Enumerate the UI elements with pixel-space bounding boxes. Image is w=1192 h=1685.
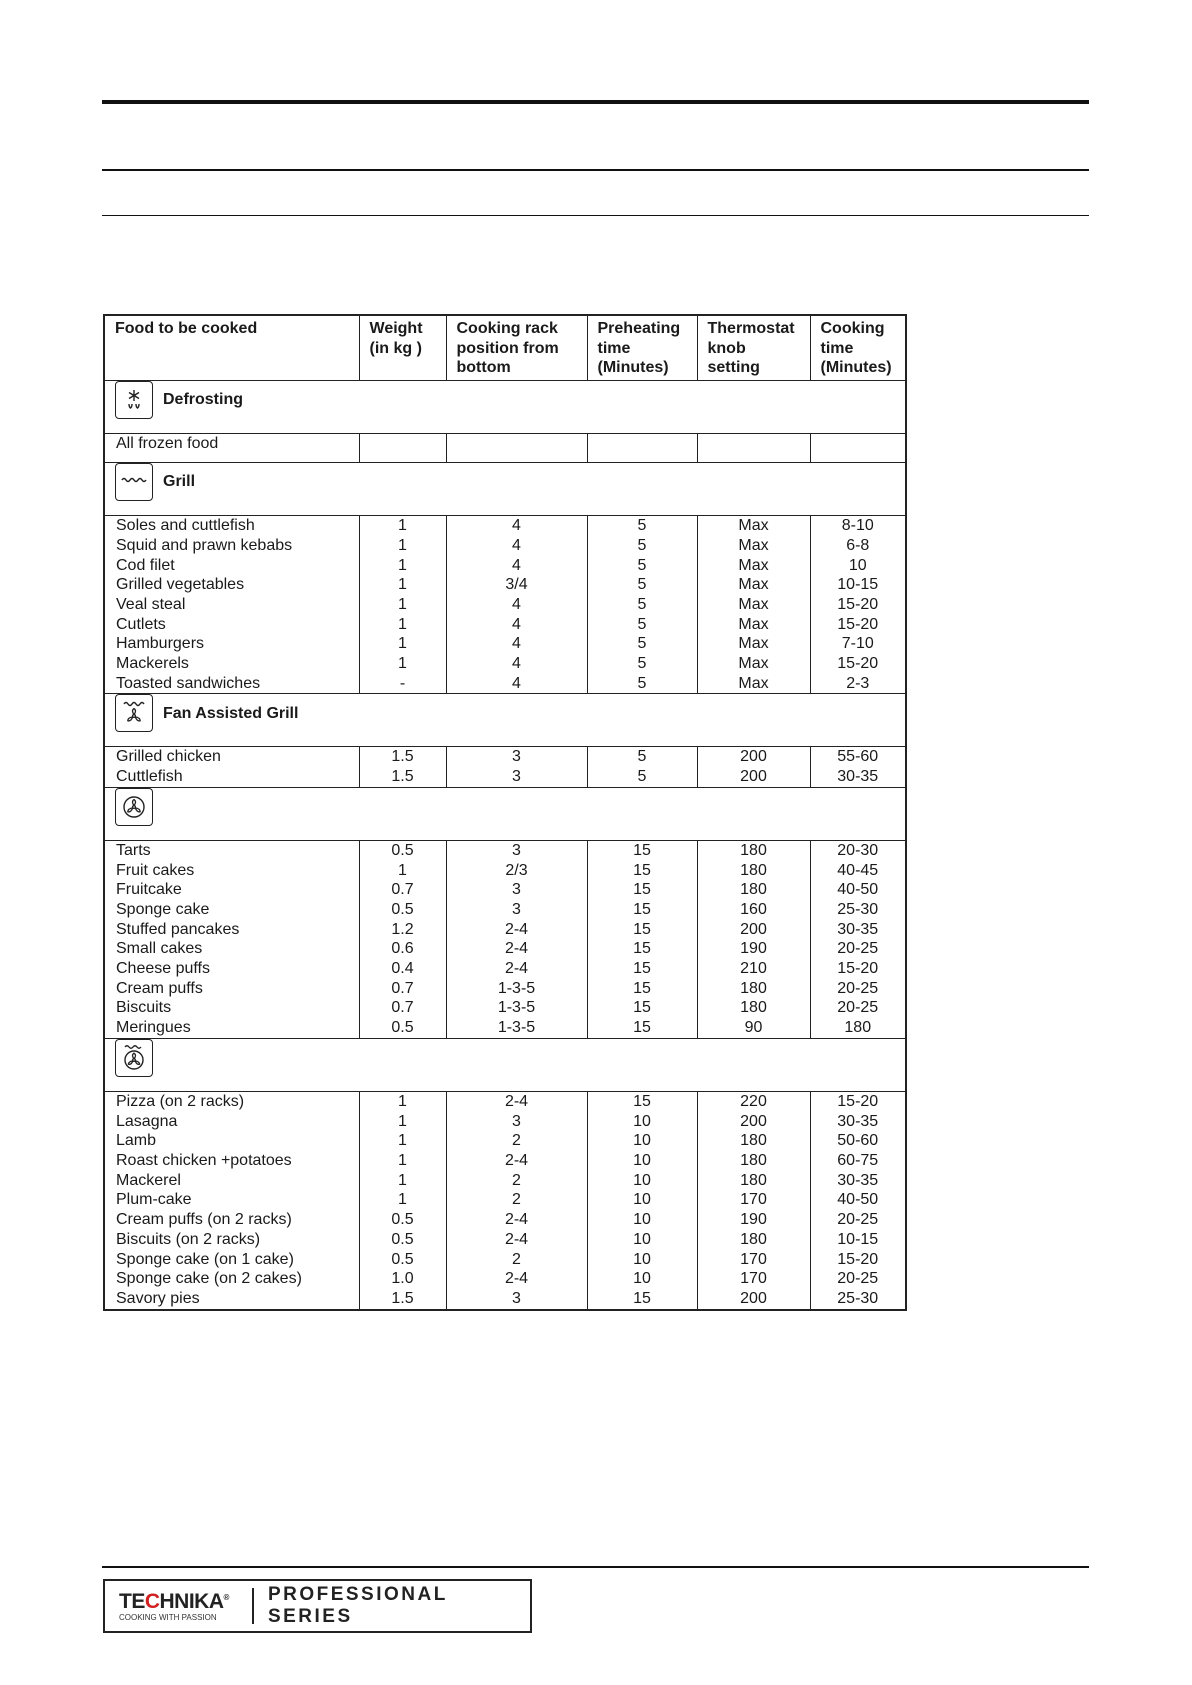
cell-value: 10 bbox=[633, 1171, 651, 1189]
section-cell bbox=[104, 463, 906, 516]
section-row bbox=[104, 463, 906, 516]
rack-cell bbox=[446, 516, 587, 694]
food-cell bbox=[104, 1091, 359, 1309]
cell-value: 30-35 bbox=[837, 1171, 879, 1189]
table-header-row bbox=[104, 315, 906, 381]
cell-value: Max bbox=[738, 674, 769, 692]
cell-value: 15 bbox=[633, 920, 651, 938]
cell-value: Grilled vegetables bbox=[116, 576, 245, 594]
cell-value: 3 bbox=[512, 748, 521, 766]
table-row bbox=[104, 434, 906, 463]
cooking-table bbox=[103, 314, 907, 1311]
preheat-cell bbox=[587, 747, 697, 787]
cell-value: 3/4 bbox=[505, 576, 528, 594]
cell-value: 180 bbox=[740, 979, 767, 997]
cell-value: 2/3 bbox=[505, 861, 528, 879]
grill-icon bbox=[115, 463, 153, 501]
cell-value: Cuttlefish bbox=[116, 768, 183, 786]
section-title: Grill bbox=[163, 473, 196, 491]
cell-value: 20-25 bbox=[837, 940, 879, 958]
cell-value: Cheese puffs bbox=[116, 960, 210, 978]
brand-name-accent: C bbox=[144, 1590, 160, 1613]
cell-value: 0.5 bbox=[391, 900, 414, 918]
cooking-time-cell bbox=[810, 1091, 906, 1309]
food-cell bbox=[104, 516, 359, 694]
cell-value: 4 bbox=[512, 595, 521, 613]
preheat-cell bbox=[587, 1091, 697, 1309]
cell-value: 4 bbox=[512, 674, 521, 692]
cell-value: Max bbox=[738, 556, 769, 574]
cell-value: 180 bbox=[740, 1230, 767, 1248]
table-row bbox=[104, 1091, 906, 1309]
cell-value: 10 bbox=[848, 556, 867, 574]
rack-cell bbox=[446, 1091, 587, 1309]
cell-value: Sponge cake (on 1 cake) bbox=[116, 1250, 294, 1268]
section-row bbox=[104, 694, 906, 747]
cell-value: 220 bbox=[740, 1092, 767, 1110]
cell-value: 1-3-5 bbox=[497, 979, 536, 997]
cell-value: 0.7 bbox=[391, 999, 414, 1017]
weight-cell bbox=[359, 434, 446, 463]
cell-value: 15 bbox=[633, 960, 651, 978]
cell-value: 180 bbox=[740, 881, 767, 899]
cell-value: 2 bbox=[512, 1191, 521, 1209]
cell-value: Mackerel bbox=[116, 1171, 181, 1189]
cell-value: 1 bbox=[398, 536, 407, 554]
cell-value: Plum-cake bbox=[116, 1191, 192, 1209]
cell-value: 1.2 bbox=[391, 920, 414, 938]
cell-value: Cod filet bbox=[116, 556, 175, 574]
cell-value: 5 bbox=[637, 595, 647, 613]
cell-value: 25-30 bbox=[837, 900, 879, 918]
cell-value: 40-45 bbox=[837, 861, 879, 879]
cell-value: 1 bbox=[398, 517, 407, 535]
brand-tagline: COOKING WITH PASSION bbox=[119, 1613, 217, 1622]
cell-value: 4 bbox=[512, 635, 521, 653]
cell-value: 15 bbox=[633, 841, 651, 859]
cell-value: 0.7 bbox=[391, 979, 414, 997]
cell-value: Fruit cakes bbox=[116, 861, 195, 879]
cell-value: Savory pies bbox=[116, 1289, 200, 1307]
cell-value: 1 bbox=[398, 1112, 407, 1130]
cell-value: - bbox=[399, 674, 406, 692]
cell-value: 2-4 bbox=[504, 960, 529, 978]
cooking-time-cell bbox=[810, 516, 906, 694]
cell-value: Grilled chicken bbox=[116, 748, 221, 766]
rack-cell bbox=[446, 747, 587, 787]
cell-value: 1-3-5 bbox=[497, 1019, 536, 1037]
section-title: Defrosting bbox=[163, 391, 243, 409]
cell-value: Stuffed pancakes bbox=[116, 920, 240, 938]
cell-value: 15 bbox=[633, 999, 651, 1017]
food-cell bbox=[104, 840, 359, 1038]
thermostat-cell bbox=[697, 434, 810, 463]
header-food: Food to be cooked bbox=[104, 315, 359, 381]
cell-value: Max bbox=[738, 517, 769, 535]
cell-value: 1.5 bbox=[391, 768, 414, 786]
cell-value: Sponge cake bbox=[116, 900, 210, 918]
cell-value: Lamb bbox=[116, 1132, 157, 1150]
cell-value: 0.5 bbox=[391, 841, 414, 859]
cell-value: 170 bbox=[740, 1270, 767, 1288]
cell-value: 30-35 bbox=[837, 1112, 879, 1130]
cell-value: Max bbox=[738, 576, 769, 594]
cell-value: 10 bbox=[633, 1250, 651, 1268]
cell-value: 0.4 bbox=[391, 960, 414, 978]
cell-value: Mackerels bbox=[116, 655, 189, 673]
thermostat-cell bbox=[697, 747, 810, 787]
section-cell bbox=[104, 1038, 906, 1091]
cooking-time-cell bbox=[810, 747, 906, 787]
section-row bbox=[104, 381, 906, 434]
header-cooking-time: Cooking time (Minutes) bbox=[810, 315, 906, 381]
header-preheating-time: Preheating time (Minutes) bbox=[587, 315, 697, 381]
weight-cell bbox=[359, 840, 446, 1038]
fan-grill-icon bbox=[115, 694, 153, 732]
cell-value: 15-20 bbox=[837, 615, 879, 633]
cell-value: 2-4 bbox=[504, 1230, 529, 1248]
thermostat-cell bbox=[697, 516, 810, 694]
cell-value: Tarts bbox=[116, 841, 151, 859]
cell-value: 15 bbox=[633, 1289, 651, 1307]
cell-value: 200 bbox=[740, 1289, 767, 1307]
cell-value: 1.5 bbox=[391, 748, 414, 766]
food-cell bbox=[104, 747, 359, 787]
cell-value: 180 bbox=[844, 1019, 872, 1037]
cell-value: Small cakes bbox=[116, 940, 203, 958]
section-row bbox=[104, 1038, 906, 1091]
cell-value: 1 bbox=[398, 635, 407, 653]
cell-value: 15-20 bbox=[837, 1092, 879, 1110]
cell-value: 2-3 bbox=[846, 674, 870, 692]
cell-value: 15-20 bbox=[837, 595, 879, 613]
cell-value: 25-30 bbox=[837, 1289, 879, 1307]
food-cell bbox=[104, 434, 359, 463]
cell-value: 170 bbox=[740, 1250, 767, 1268]
cell-value: 10-15 bbox=[837, 576, 879, 594]
cell-value: 180 bbox=[740, 861, 767, 879]
cell-value: 4 bbox=[512, 517, 521, 535]
rack-cell bbox=[446, 434, 587, 463]
cell-value: 4 bbox=[512, 655, 521, 673]
cell-value: 0.5 bbox=[391, 1211, 414, 1229]
header-thermostat: Thermostat knob setting bbox=[697, 315, 810, 381]
cooking-time-cell bbox=[810, 434, 906, 463]
section-row bbox=[104, 787, 906, 840]
cell-value: 1 bbox=[398, 1151, 407, 1169]
table-row bbox=[104, 516, 906, 694]
cell-value: 10 bbox=[633, 1211, 651, 1229]
cell-value: Max bbox=[738, 595, 769, 613]
cell-value: Sponge cake (on 2 cakes) bbox=[116, 1270, 302, 1288]
section-cell bbox=[104, 381, 906, 434]
cell-value: 4 bbox=[512, 556, 521, 574]
cell-value: 55-60 bbox=[837, 748, 879, 766]
cell-value: 180 bbox=[740, 999, 767, 1017]
cell-value: 8-10 bbox=[841, 517, 874, 535]
header-rule-thin bbox=[102, 215, 1089, 216]
cell-value: Max bbox=[738, 536, 769, 554]
cell-value: 180 bbox=[740, 841, 767, 859]
cell-value: Meringues bbox=[116, 1019, 191, 1037]
logo-divider bbox=[252, 1588, 254, 1624]
cell-value: Hamburgers bbox=[116, 635, 205, 653]
cell-value: Veal steal bbox=[116, 595, 186, 613]
cell-value: 1 bbox=[398, 556, 407, 574]
cell-value: 6-8 bbox=[846, 536, 870, 554]
cell-value: 10 bbox=[633, 1151, 651, 1169]
cell-value: 3 bbox=[512, 768, 521, 786]
cell-value: 40-50 bbox=[837, 1191, 879, 1209]
cell-value: 210 bbox=[740, 960, 767, 978]
weight-cell bbox=[359, 1091, 446, 1309]
fan-icon bbox=[115, 788, 153, 826]
cell-value: 5 bbox=[637, 615, 647, 633]
cell-value: 15-20 bbox=[837, 655, 879, 673]
cell-value: 5 bbox=[637, 768, 647, 786]
cell-value: 1.0 bbox=[391, 1270, 414, 1288]
table-row bbox=[104, 747, 906, 787]
cell-value: Roast chicken +potatoes bbox=[116, 1151, 292, 1169]
defrost-icon bbox=[115, 381, 153, 419]
cell-value: 200 bbox=[740, 920, 767, 938]
cell-value: Biscuits (on 2 racks) bbox=[116, 1230, 261, 1248]
cell-value: 2-4 bbox=[504, 1151, 529, 1169]
cell-value: 15-20 bbox=[837, 1250, 879, 1268]
cell-value: 15 bbox=[633, 881, 651, 899]
cell-value: 5 bbox=[637, 556, 647, 574]
cell-value: 3 bbox=[512, 1289, 521, 1307]
cell-value: 180 bbox=[740, 1151, 767, 1169]
cell-value: Max bbox=[738, 635, 769, 653]
cell-value: 160 bbox=[740, 900, 767, 918]
cell-value: 2-4 bbox=[504, 940, 529, 958]
brand-name-end: HNIKA bbox=[159, 1590, 224, 1613]
section-title: Fan Assisted Grill bbox=[163, 704, 299, 722]
cell-value: 1 bbox=[398, 1132, 407, 1150]
cell-value: 10 bbox=[633, 1132, 651, 1150]
series-name: PROFESSIONAL SERIES bbox=[267, 1584, 448, 1627]
cell-value: 3 bbox=[512, 900, 521, 918]
registered-mark: ® bbox=[223, 1593, 229, 1602]
header-rack-position: Cooking rack position from bottom bbox=[446, 315, 587, 381]
cell-value: Fruitcake bbox=[116, 881, 182, 899]
cell-value: 20-25 bbox=[837, 979, 879, 997]
cell-value: Biscuits bbox=[116, 999, 172, 1017]
section-cell bbox=[104, 787, 906, 840]
rack-cell bbox=[446, 840, 587, 1038]
cell-value: 20-30 bbox=[837, 841, 879, 859]
table-row bbox=[104, 840, 906, 1038]
fan-with-element-icon bbox=[115, 1039, 153, 1077]
cell-value: Soles and cuttlefish bbox=[116, 517, 255, 535]
cell-value: 1.5 bbox=[391, 1289, 414, 1307]
cell-value: 7-10 bbox=[841, 635, 874, 653]
cell-value: 5 bbox=[637, 635, 647, 653]
cell-value: 200 bbox=[740, 768, 767, 786]
cell-value: 0.5 bbox=[391, 1250, 414, 1268]
cell-value: 1 bbox=[398, 861, 407, 879]
cell-value: 2 bbox=[512, 1171, 521, 1189]
cell-value: 10 bbox=[633, 1191, 651, 1209]
cell-value: 1 bbox=[398, 1092, 407, 1110]
cell-value: Lasagna bbox=[116, 1112, 178, 1130]
cell-value: 15-20 bbox=[837, 960, 879, 978]
cell-value: 200 bbox=[740, 748, 767, 766]
brand-name-start: TE bbox=[119, 1590, 145, 1613]
cell-value: 170 bbox=[740, 1191, 767, 1209]
header-weight: Weight (in kg ) bbox=[359, 315, 446, 381]
cell-value: 5 bbox=[637, 517, 647, 535]
cell-value: 3 bbox=[512, 841, 521, 859]
cell-value: Cream puffs bbox=[116, 979, 203, 997]
cell-value: Max bbox=[738, 655, 769, 673]
cell-value: 20-25 bbox=[837, 999, 879, 1017]
cell-value: 5 bbox=[637, 674, 647, 692]
cell-value: 2-4 bbox=[504, 920, 529, 938]
cell-value: 1 bbox=[398, 595, 407, 613]
weight-cell bbox=[359, 516, 446, 694]
cell-value: 1-3-5 bbox=[497, 999, 536, 1017]
cooking-time-cell bbox=[810, 840, 906, 1038]
cell-value: 2-4 bbox=[504, 1270, 529, 1288]
header-rule bbox=[102, 169, 1089, 171]
cell-value: 2 bbox=[512, 1250, 521, 1268]
cell-value: 15 bbox=[633, 1092, 651, 1110]
cell-value: 0.7 bbox=[391, 881, 414, 899]
cell-value: 2-4 bbox=[504, 1211, 529, 1229]
cell-value: 40-50 bbox=[837, 881, 879, 899]
cell-value: 20-25 bbox=[837, 1211, 879, 1229]
cell-value: 180 bbox=[740, 1132, 767, 1150]
cell-value: 50-60 bbox=[837, 1132, 879, 1150]
cell-value: 1 bbox=[398, 615, 407, 633]
cell-value: Cream puffs (on 2 racks) bbox=[116, 1211, 292, 1229]
cell-value: 3 bbox=[512, 881, 521, 899]
cell-value: 4 bbox=[512, 536, 521, 554]
thermostat-cell bbox=[697, 1091, 810, 1309]
cell-value: 5 bbox=[637, 536, 647, 554]
brand-wordmark bbox=[105, 1590, 250, 1622]
cell-value: 180 bbox=[740, 1171, 767, 1189]
cell-value: 190 bbox=[740, 940, 767, 958]
cell-value: 20-25 bbox=[837, 1270, 879, 1288]
cell-value: 5 bbox=[637, 576, 647, 594]
cell-value: 15 bbox=[633, 900, 651, 918]
cell-value: 4 bbox=[512, 615, 521, 633]
cell-value: 0.6 bbox=[391, 940, 414, 958]
cell-value: 30-35 bbox=[837, 920, 879, 938]
cell-value: 1 bbox=[398, 1191, 407, 1209]
cell-value: 190 bbox=[740, 1211, 767, 1229]
cell-value: 2-4 bbox=[504, 1092, 529, 1110]
cell-value: 15 bbox=[633, 861, 651, 879]
cell-value: 15 bbox=[633, 940, 651, 958]
cell-value: 15 bbox=[633, 979, 651, 997]
preheat-cell bbox=[587, 434, 697, 463]
cell-value: 90 bbox=[744, 1019, 763, 1037]
preheat-cell bbox=[587, 840, 697, 1038]
weight-cell bbox=[359, 747, 446, 787]
cell-value: 30-35 bbox=[837, 768, 879, 786]
cell-value: 10-15 bbox=[837, 1230, 879, 1248]
cell-value: 5 bbox=[637, 655, 647, 673]
cell-value: Cutlets bbox=[116, 615, 166, 633]
cell-value: 0.5 bbox=[391, 1019, 414, 1037]
cell-value: All frozen food bbox=[116, 435, 219, 453]
cell-value: 200 bbox=[740, 1112, 767, 1130]
cell-value: 10 bbox=[633, 1112, 651, 1130]
cell-value: Max bbox=[738, 615, 769, 633]
footer-rule bbox=[102, 1566, 1089, 1568]
section-cell bbox=[104, 694, 906, 747]
cell-value: 60-75 bbox=[837, 1151, 879, 1169]
cell-value: Pizza (on 2 racks) bbox=[116, 1092, 245, 1110]
cell-value: 0.5 bbox=[391, 1230, 414, 1248]
cell-value: 1 bbox=[398, 576, 407, 594]
cell-value: Toasted sandwiches bbox=[116, 674, 261, 692]
cell-value: 1 bbox=[398, 1171, 407, 1189]
thermostat-cell bbox=[697, 840, 810, 1038]
cell-value: Squid and prawn kebabs bbox=[116, 536, 293, 554]
cell-value: 2 bbox=[512, 1132, 521, 1150]
cell-value: 5 bbox=[637, 748, 647, 766]
cell-value: 10 bbox=[633, 1270, 651, 1288]
top-rule bbox=[102, 100, 1089, 104]
cell-value: 15 bbox=[633, 1019, 651, 1037]
preheat-cell bbox=[587, 516, 697, 694]
cell-value: 3 bbox=[512, 1112, 521, 1130]
cell-value: 10 bbox=[633, 1230, 651, 1248]
brand-logo bbox=[103, 1579, 532, 1633]
cell-value: 1 bbox=[398, 655, 407, 673]
